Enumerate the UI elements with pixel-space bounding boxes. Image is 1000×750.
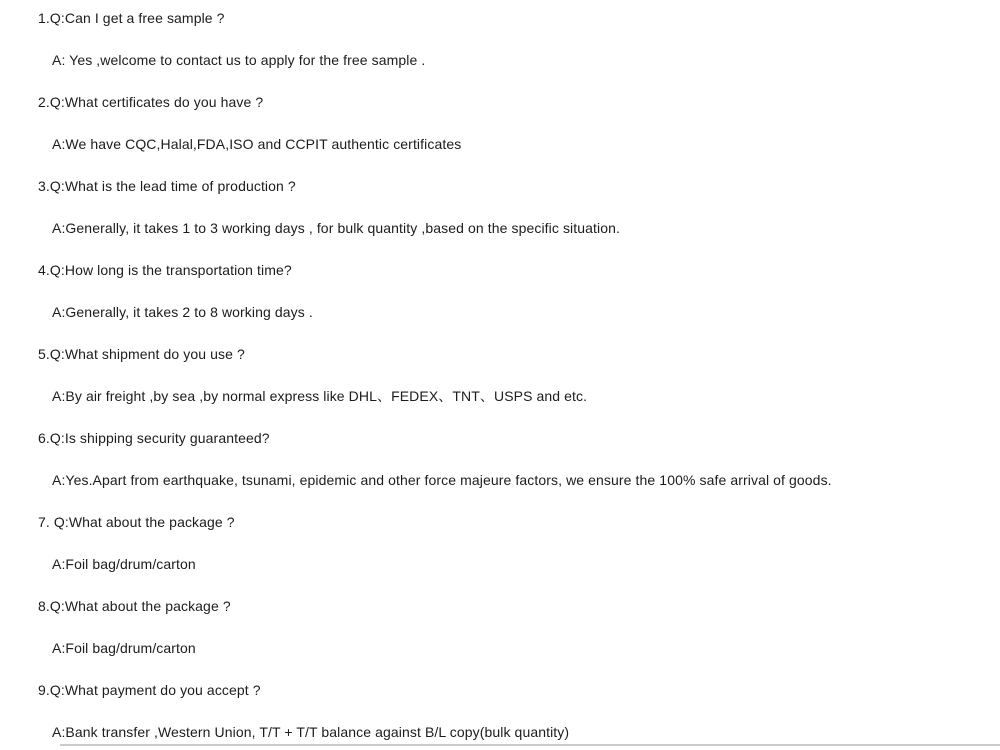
faq-answer: A:Foil bag/drum/carton	[52, 556, 196, 572]
faq-answer: A:Bank transfer ,Western Union, T/T + T/T balance against B/L copy(bulk quantity)	[52, 724, 570, 740]
faq-answer: A:We have CQC,Halal,FDA,ISO and CCPIT authentic certificates	[52, 136, 462, 152]
faq-answer: A:Generally, it takes 2 to 8 working days .	[52, 304, 313, 320]
faq-answer: A:By air freight ,by sea ,by normal express like DHL、FEDEX、TNT、USPS and etc.	[52, 388, 588, 404]
faq-question: 4.Q:How long is the transportation time?	[38, 262, 292, 278]
faq-answer: A:Generally, it takes 1 to 3 working days , for bulk quantity ,based on the specific situation.	[52, 220, 620, 236]
faq-question: 8.Q:What about the package ?	[38, 598, 231, 614]
faq-question: 3.Q:What is the lead time of production ?	[38, 178, 296, 194]
faq-question: 9.Q:What payment do you accept ?	[38, 682, 261, 698]
faq-question: 5.Q:What shipment do you use ?	[38, 346, 245, 362]
bottom-divider-line	[60, 744, 1000, 746]
faq-answer: A:Foil bag/drum/carton	[52, 640, 196, 656]
faq-question: 7. Q:What about the package ?	[38, 514, 235, 530]
faq-question: 2.Q:What certificates do you have ?	[38, 94, 264, 110]
faq-question: 6.Q:Is shipping security guaranteed?	[38, 430, 270, 446]
faq-question: 1.Q:Can I get a free sample ?	[38, 10, 225, 26]
faq-answer: A: Yes ,welcome to contact us to apply for the free sample .	[52, 52, 426, 68]
faq-answer: A:Yes.Apart from earthquake, tsunami, epidemic and other force majeure factors, we ensure the 100% safe arrival of goods.	[52, 472, 832, 488]
